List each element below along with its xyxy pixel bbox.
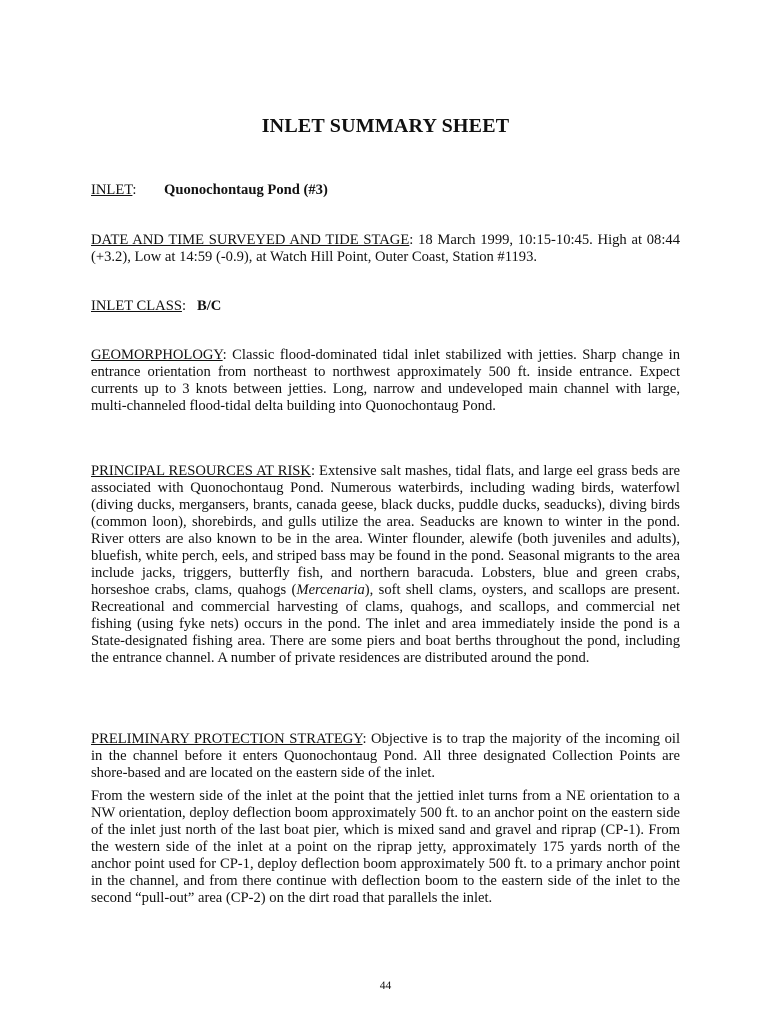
geomorphology-section — [91, 347, 680, 415]
resources-label: PRINCIPAL RESOURCES AT RISK — [91, 463, 311, 479]
page-number: 44 — [379, 980, 392, 992]
inlet-label: INLET — [91, 182, 133, 198]
geomorphology-text: : Classic flood-dominated tidal inlet stabilized with jetties. Sharp change in entrance orientation from northeast to northwest approximately 500 ft. inside entrance. Expect currents up to 3 knots between jetties. Long, narrow and undeveloped main channel with large, multi-channeled flood-tidal delta building into Quonochontaug Pond. — [91, 347, 680, 414]
geomorphology-label: GEOMORPHOLOGY — [91, 347, 223, 363]
resources-text-2: ), soft shell clams, oysters, and scallops are present. Recreational and commercial harvesting of clams, quahogs, and scallops, and commercial net fishing (using fyke nets) occurs in the pond. The inlet and area immediately inside the pond is a State-designated fishing area. There are some piers and boat berths throughout the pond, including the entrance channel. A number of private residences are distributed around the pond. — [91, 582, 680, 666]
resources-section — [91, 463, 680, 667]
inlet-name: Quonochontaug Pond (#3) — [164, 182, 328, 198]
survey-text: : 18 March 1999, 10:15-10:45. High at 08:44 (+3.2), Low at 14:59 (-0.9), at Watch Hill Point, Outer Coast, Station #1193. — [91, 232, 680, 265]
inlet-colon: : — [132, 182, 137, 198]
strategy-section — [91, 731, 680, 782]
strategy-label: PRELIMINARY PROTECTION STRATEGY — [91, 731, 363, 747]
inlet-class-section — [91, 298, 680, 315]
inlet-class-colon: : — [181, 298, 187, 314]
inlet-class-label: INLET CLASS — [91, 298, 182, 314]
inlet-class-value: B/C — [196, 298, 222, 314]
page-title: INLET SUMMARY SHEET — [261, 115, 510, 137]
survey-section — [91, 232, 680, 266]
inlet-line — [91, 182, 680, 199]
strategy-text: : Objective is to trap the majority of the incoming oil in the channel before it enters Quonochontaug Pond. All three designated Collection Points are shore-based and are located on the eastern side of the inlet. — [91, 731, 681, 781]
resources-text-1: : Extensive salt mashes, tidal flats, and large eel grass beds are associated with Quonochontaug Pond. Numerous waterbirds, including wading birds, waterfowl (diving ducks, mergansers, brants, canada geese, black ducks, puddle ducks, seaducks), diving birds (common loon), shorebirds, and gulls utilize the area. Seaducks are known to winter in the pond. River otters are also known to be in the area. Winter flounder, alewife (both juveniles and adults), bluefish, white perch, eels, and striped bass may be found in the pond. Seasonal migrants to the area include jacks, triggers, butterfly fish, and northern baracuda. Lobsters, blue and green crabs, horseshoe crabs, clams, quahogs ( — [91, 463, 680, 598]
survey-label: DATE AND TIME SURVEYED AND TIDE STAGE — [91, 232, 410, 248]
strategy-paragraph-2: From the western side of the inlet at the point that the jettied inlet turns from a NE orientation to a NW orientation, deploy deflection boom approximately 500 ft. to an anchor point on the eastern side of the inlet just north of the last boat pier, which is mixed sand and gravel and riprap (CP-1). From the western side of the inlet at a point on the riprap jetty, approximately 175 yards north of the anchor point used for CP-1, deploy deflection boom approximately 500 ft. to a primary anchor point in the channel, and from there continue with deflection boom to the eastern side of the inlet to the second “pull-out” area (CP-2) on the dirt road that parallels the inlet. — [91, 788, 680, 906]
resources-italic: Mercenaria — [296, 582, 365, 598]
